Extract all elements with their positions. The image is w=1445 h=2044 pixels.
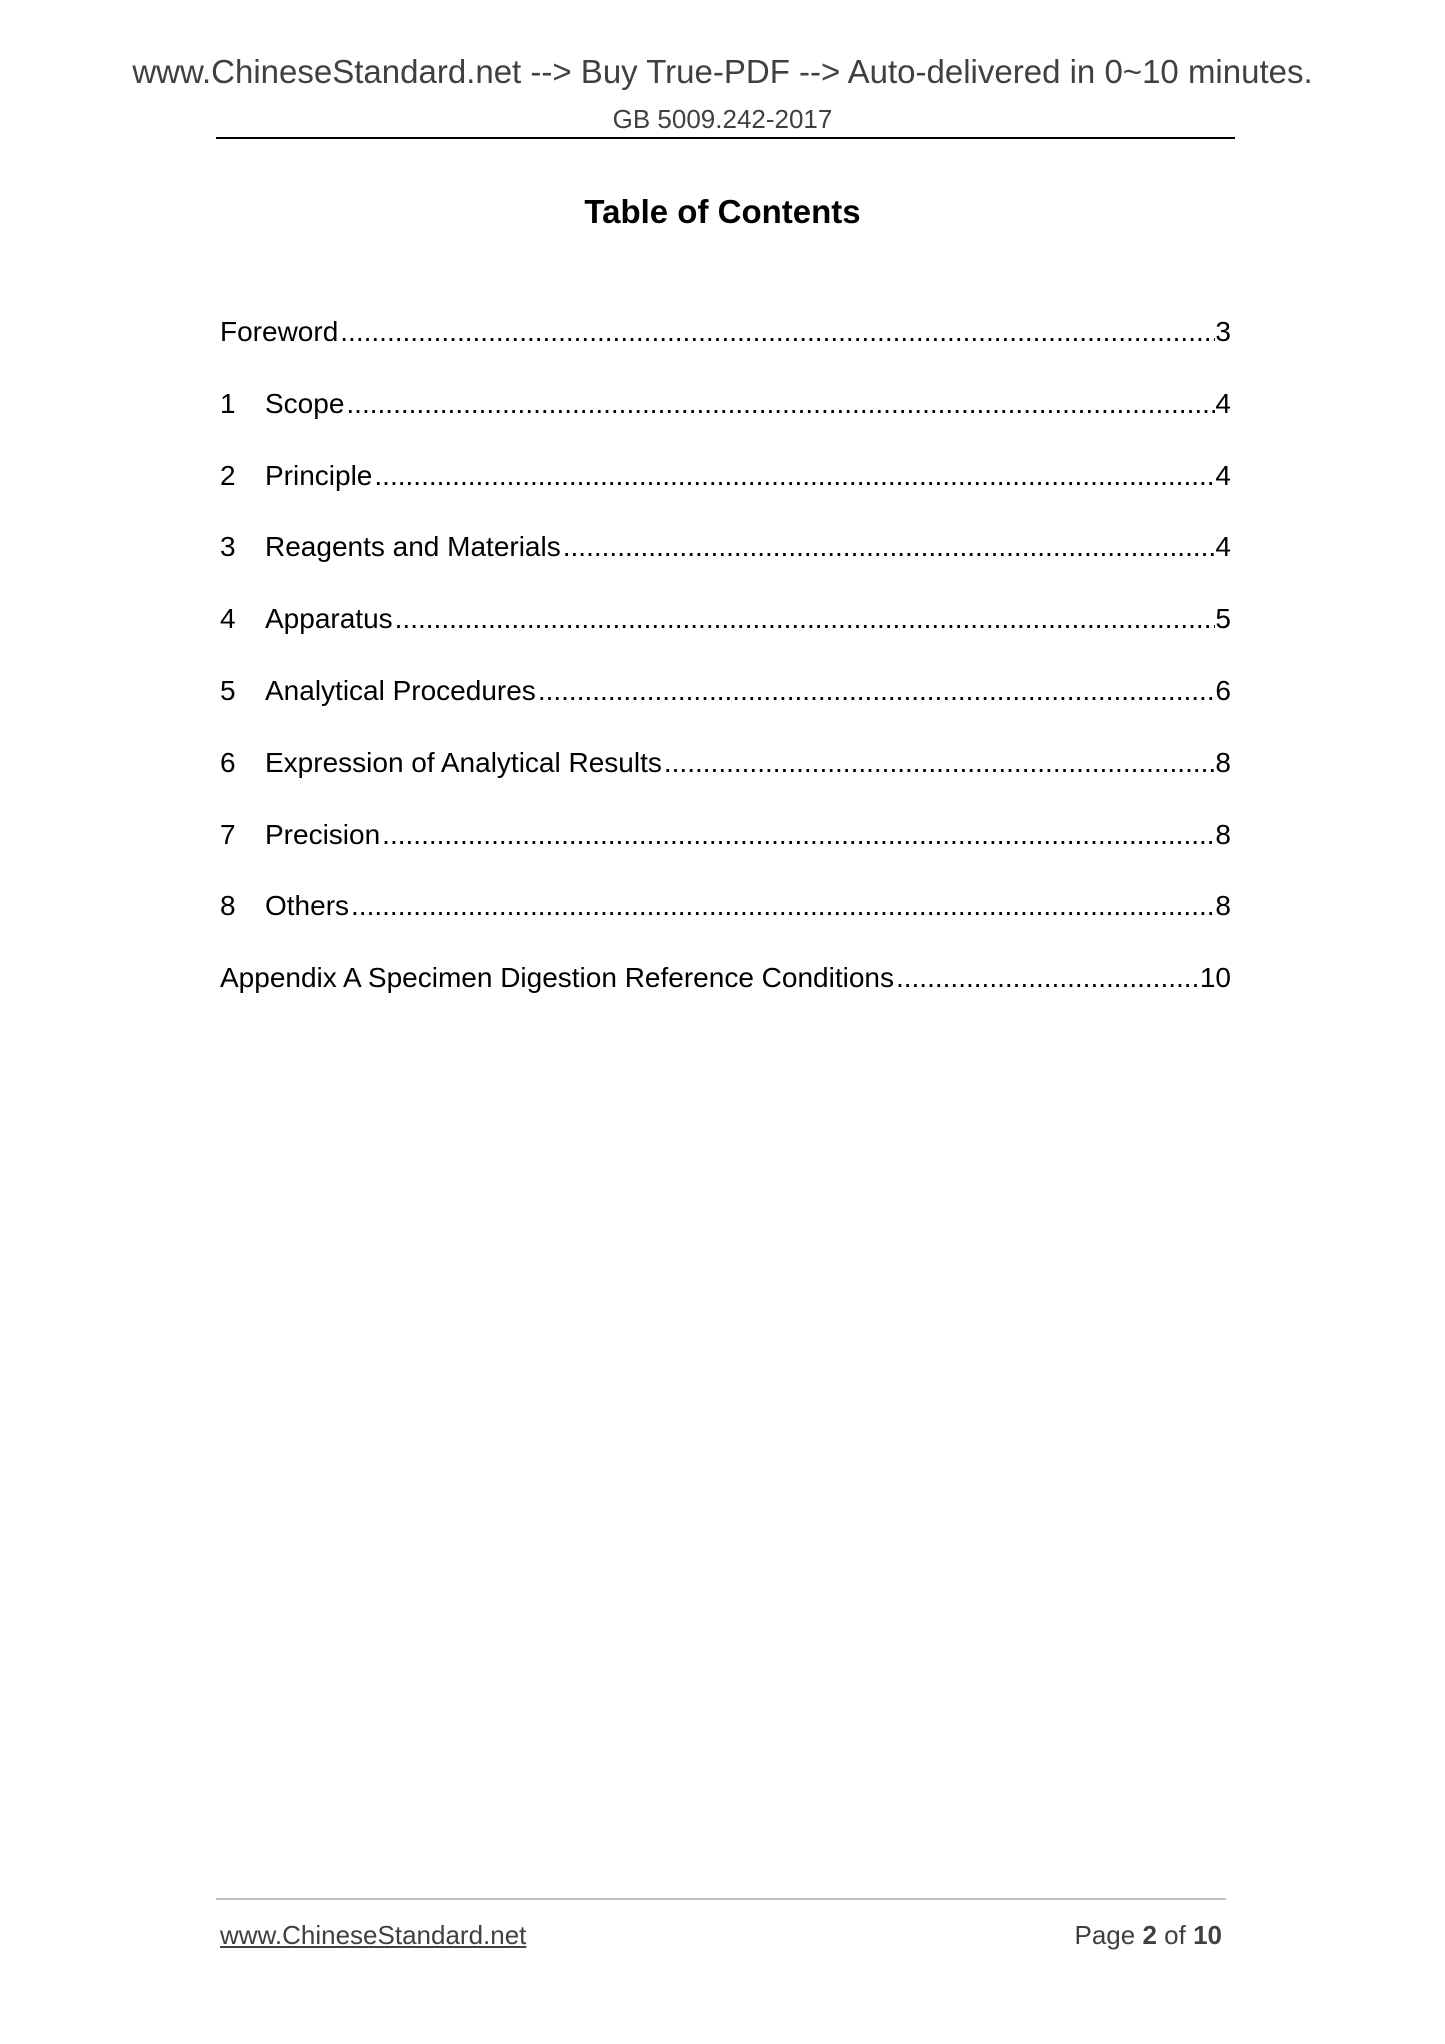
toc-entry-number: 5 — [220, 674, 236, 706]
page-label: Page — [1074, 1920, 1136, 1950]
toc-dot-leader — [662, 743, 1216, 783]
toc-entry-label: Principle — [265, 459, 373, 491]
toc-dot-leader — [380, 815, 1215, 855]
toc-dot-leader — [338, 312, 1215, 352]
toc-entry-label: Scope — [265, 387, 345, 419]
toc-entry-number: 7 — [220, 818, 236, 850]
toc-entry-number: 2 — [220, 459, 236, 491]
page-title: Table of Contents — [584, 193, 861, 230]
toc-entry-label: Foreword — [220, 316, 339, 347]
toc-entry-appendix-a[interactable] — [220, 958, 1231, 998]
toc-entry-precision[interactable] — [220, 815, 1231, 855]
toc-entry-number: 1 — [220, 387, 236, 419]
toc-entry-apparatus[interactable] — [220, 599, 1231, 639]
page-indicator — [1074, 1918, 1222, 1952]
toc-entry-expression-of-results[interactable] — [220, 743, 1231, 783]
toc-entry-label: Reagents and Materials — [265, 531, 561, 563]
toc-dot-leader — [344, 384, 1215, 424]
toc-dot-leader — [536, 671, 1216, 711]
toc-entry-label: Precision — [265, 818, 381, 850]
toc-entry-number: 4 — [220, 603, 236, 635]
toc-entry-page: 8 — [1215, 890, 1231, 922]
toc-entry-analytical-procedures[interactable] — [220, 671, 1231, 711]
toc-entry-page: 4 — [1215, 531, 1231, 563]
toc-dot-leader — [561, 527, 1216, 567]
standard-code: GB 5009.242-2017 — [612, 104, 833, 134]
toc-entry-label: Appendix A Specimen Digestion Reference Conditions — [220, 962, 894, 994]
toc-dot-leader — [393, 599, 1216, 639]
toc-entry-page: 8 — [1215, 818, 1231, 850]
footer-site-link[interactable]: www.ChineseStandard.net — [220, 1920, 527, 1950]
header-divider — [216, 137, 1235, 139]
toc-entry-scope[interactable] — [220, 384, 1231, 424]
toc-entry-reagents-and-materials[interactable] — [220, 527, 1231, 567]
toc-entry-page: 6 — [1215, 674, 1231, 706]
toc-entry-page: 5 — [1215, 603, 1231, 635]
footer-divider — [216, 1898, 1226, 1900]
toc-entry-label: Apparatus — [265, 603, 393, 635]
toc-entry-principle[interactable] — [220, 456, 1231, 496]
toc-entry-page: 4 — [1215, 459, 1231, 491]
toc-entry-label: Analytical Procedures — [265, 674, 536, 706]
toc-entry-number: 6 — [220, 746, 236, 778]
toc-entry-label: Others — [265, 890, 350, 922]
toc-dot-leader — [349, 886, 1215, 926]
toc-entry-page: 3 — [1215, 316, 1231, 347]
page-of-label: of — [1164, 1920, 1186, 1950]
toc-entry-page: 4 — [1215, 387, 1231, 419]
toc-entry-label: Expression of Analytical Results — [265, 746, 662, 778]
toc-entry-foreword[interactable] — [220, 312, 1231, 352]
toc-list — [220, 312, 1231, 1030]
toc-entry-number: 8 — [220, 890, 236, 922]
current-page-number: 2 — [1142, 1920, 1157, 1950]
toc-dot-leader — [894, 958, 1200, 998]
header-banner: www.ChineseStandard.net --> Buy True-PDF --> Auto-delivered in 0~10 minutes. — [132, 53, 1313, 90]
total-pages-number: 10 — [1193, 1920, 1222, 1950]
toc-entry-page: 8 — [1215, 746, 1231, 778]
toc-entry-number: 3 — [220, 531, 236, 563]
toc-dot-leader — [372, 456, 1215, 496]
toc-entry-page: 10 — [1199, 962, 1231, 994]
toc-entry-others[interactable] — [220, 886, 1231, 926]
